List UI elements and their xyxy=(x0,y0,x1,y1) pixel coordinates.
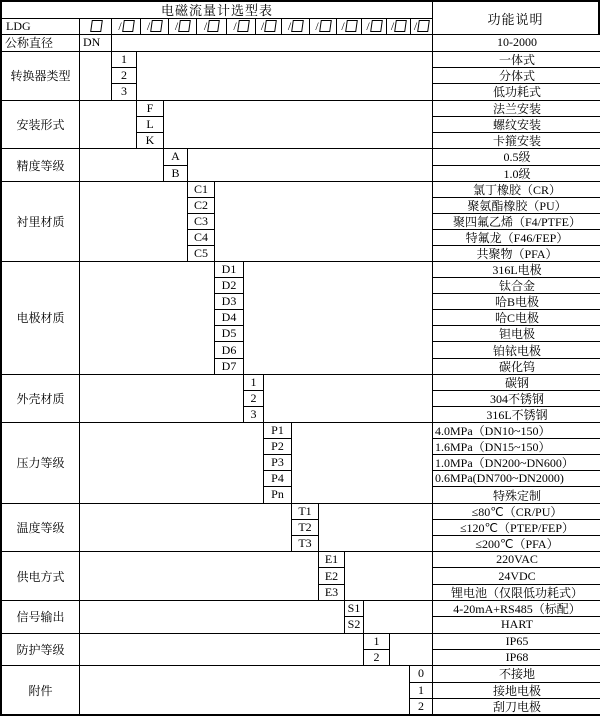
code-cell: E2 xyxy=(319,568,344,584)
code-cell: C3 xyxy=(188,214,214,230)
description-cell: 316L电极 xyxy=(433,262,600,278)
table-body xyxy=(2,35,598,714)
code-cell: 3 xyxy=(250,407,257,422)
model-slot-cell: / xyxy=(337,19,362,35)
checkbox-placeholder-icon xyxy=(319,20,332,32)
description-cell: ≤200℃（PFA） xyxy=(475,537,559,552)
code-cell: 2 xyxy=(244,391,263,407)
category-label: 衬里材质 xyxy=(2,182,80,261)
checkbox-placeholder-icon xyxy=(291,20,304,32)
description-cell: 铂铱电极 xyxy=(433,342,600,358)
code-cell: 1 xyxy=(410,683,432,699)
description-cell: 特氟龙（F46/FEP） xyxy=(433,230,600,246)
code-cell: 3 xyxy=(121,84,127,99)
code-column xyxy=(188,182,215,261)
left-gap xyxy=(80,504,292,552)
left-gap xyxy=(80,601,345,633)
left-gap xyxy=(80,101,137,149)
description-column xyxy=(432,552,600,600)
description-cell: 钛合金 xyxy=(433,278,600,294)
description-cell: ≤120℃（PTEP/FEP） xyxy=(433,520,600,536)
page-title: 电磁流量计选型表 xyxy=(2,2,432,19)
category-label: 压力等级 xyxy=(2,423,80,502)
description-cell: 碳钢 xyxy=(433,375,600,391)
checkbox-placeholder-icon xyxy=(207,20,220,32)
category-group xyxy=(2,149,598,182)
description-column xyxy=(432,35,600,51)
category-group xyxy=(2,504,598,553)
code-cell: Pn xyxy=(271,487,284,502)
category-group xyxy=(2,601,598,634)
description-cell: 304不锈钢 xyxy=(433,391,600,407)
model-slot-cell: / xyxy=(310,19,337,35)
code-cell: T1 xyxy=(292,504,318,520)
code-column xyxy=(164,149,188,181)
code-column xyxy=(264,423,292,502)
description-cell: 1.0MPa（DN200~DN600） xyxy=(433,455,600,471)
code-cell: 2 xyxy=(418,698,424,713)
category-group xyxy=(2,52,598,101)
code-cell: D6 xyxy=(215,342,243,358)
description-column xyxy=(432,375,600,423)
code-cell: P1 xyxy=(264,423,291,439)
code-cell: 0 xyxy=(410,666,432,682)
description-cell: 哈B电极 xyxy=(433,294,600,310)
description-cell: 10-2000 xyxy=(497,35,537,50)
code-cell: C2 xyxy=(188,198,214,214)
code-cell: P3 xyxy=(264,455,291,471)
code-cell: E1 xyxy=(319,552,344,568)
category-label: 温度等级 xyxy=(2,504,80,552)
code-cell: 1 xyxy=(244,375,263,391)
code-column xyxy=(244,375,264,423)
category-group xyxy=(2,101,598,150)
model-slot-cell: / xyxy=(387,19,411,35)
model-slot-cell: / xyxy=(227,19,256,35)
category-group xyxy=(2,375,598,424)
description-cell: 一体式 xyxy=(433,52,600,68)
checkbox-placeholder-icon xyxy=(178,20,191,32)
category-group xyxy=(2,666,598,714)
code-cell: D4 xyxy=(215,310,243,326)
code-cell: D3 xyxy=(215,294,243,310)
description-cell: 316L不锈钢 xyxy=(486,408,548,423)
code-cell: F xyxy=(137,101,163,117)
category-group xyxy=(2,35,598,52)
code-cell: 2 xyxy=(373,650,380,665)
model-slot-cell: / xyxy=(411,19,432,35)
model-slot-cell: / xyxy=(141,19,169,35)
description-cell: 卡箍安装 xyxy=(492,134,541,149)
description-cell: 锂电池（仅限低功耗式） xyxy=(450,585,583,600)
description-cell: 碳化钨 xyxy=(498,359,535,374)
left-gap xyxy=(80,666,410,714)
description-cell: 0.5级 xyxy=(433,149,600,165)
left-gap xyxy=(80,375,244,423)
code-cell: L xyxy=(137,117,163,133)
category-group xyxy=(2,423,598,503)
code-cell: 1 xyxy=(112,52,136,68)
description-cell: 共聚物（PFA） xyxy=(476,247,558,262)
model-slot-cell: / xyxy=(169,19,197,35)
code-cell: S1 xyxy=(345,601,363,617)
description-column xyxy=(432,52,600,100)
checkbox-placeholder-icon xyxy=(370,20,383,32)
description-cell: 聚氨酯橡胶（PU） xyxy=(433,198,600,214)
description-cell: 不接地 xyxy=(433,666,600,682)
description-cell: 特殊定制 xyxy=(492,488,541,503)
code-column xyxy=(319,552,345,600)
model-prefix: LDG xyxy=(2,19,80,35)
category-label: 外壳材质 xyxy=(2,375,80,423)
category-label: 转换器类型 xyxy=(2,52,80,100)
left-gap xyxy=(80,52,112,100)
description-cell: 0.6MPa(DN700~DN2000) xyxy=(433,471,600,487)
table-header-region xyxy=(2,2,598,35)
left-gap xyxy=(80,634,364,666)
model-box-cell xyxy=(80,19,112,35)
description-column xyxy=(432,423,600,502)
description-cell: IP68 xyxy=(505,650,529,665)
description-column xyxy=(432,504,600,552)
description-cell: IP65 xyxy=(433,634,600,650)
code-cell: D1 xyxy=(215,262,243,278)
description-cell: 接地电极 xyxy=(433,683,600,699)
category-group xyxy=(2,262,598,374)
category-label: 信号输出 xyxy=(2,601,80,633)
code-cell: S2 xyxy=(347,617,361,632)
code-column xyxy=(364,634,390,666)
code-column xyxy=(410,666,432,714)
left-gap xyxy=(80,149,164,181)
model-slot-cell: / xyxy=(112,19,141,35)
description-cell: 4-20mA+RS485（标配） xyxy=(433,601,600,617)
code-cell: K xyxy=(145,133,155,148)
model-slot-cell: / xyxy=(256,19,282,35)
description-cell: 刮刀电极 xyxy=(492,699,541,714)
model-code-row xyxy=(2,19,432,35)
code-cell: C4 xyxy=(188,230,214,246)
category-label: 精度等级 xyxy=(2,149,80,181)
code-cell: DN xyxy=(83,35,101,50)
description-cell: 钽电极 xyxy=(433,326,600,342)
checkbox-placeholder-icon xyxy=(264,20,277,32)
left-gap xyxy=(80,262,215,373)
description-cell: 聚四氟乙烯（F4/PTFE） xyxy=(433,214,600,230)
description-column xyxy=(432,666,600,714)
description-column xyxy=(432,634,600,666)
description-cell: HART xyxy=(501,617,533,632)
checkbox-placeholder-icon xyxy=(394,20,407,32)
code-cell: 2 xyxy=(112,68,136,84)
description-column xyxy=(432,601,600,633)
checkbox-placeholder-icon xyxy=(150,20,163,32)
category-label: 供电方式 xyxy=(2,552,80,600)
description-cell: 低功耗式 xyxy=(492,85,541,100)
category-label: 附件 xyxy=(2,666,80,714)
description-cell: 法兰安装 xyxy=(433,101,600,117)
code-column xyxy=(80,35,112,51)
code-cell: A xyxy=(164,149,187,165)
category-label: 公称直径 xyxy=(2,35,80,51)
category-group xyxy=(2,552,598,601)
description-column xyxy=(432,101,600,149)
left-gap xyxy=(80,182,188,261)
left-gap xyxy=(80,552,319,600)
code-column xyxy=(112,52,137,100)
category-label: 电极材质 xyxy=(2,262,80,373)
code-column xyxy=(345,601,364,633)
checkbox-placeholder-icon xyxy=(237,20,250,32)
model-slot-cell: / xyxy=(282,19,310,35)
description-cell: 1.0级 xyxy=(503,166,531,181)
code-cell: D2 xyxy=(215,278,243,294)
description-column xyxy=(432,149,600,181)
checkbox-placeholder-icon xyxy=(417,20,430,32)
code-cell: C1 xyxy=(188,182,214,198)
model-slot-cell: / xyxy=(362,19,387,35)
header-left-block xyxy=(2,2,433,34)
description-cell: 1.6MPa（DN15~150） xyxy=(433,439,600,455)
category-group xyxy=(2,182,598,262)
code-cell: 1 xyxy=(364,634,389,650)
description-cell: 4.0MPa（DN10~150） xyxy=(433,423,600,439)
category-label: 防护等级 xyxy=(2,634,80,666)
checkbox-placeholder-icon xyxy=(345,20,358,32)
function-column-header: 功能说明 xyxy=(487,11,544,27)
description-cell: 220VAC xyxy=(433,552,600,568)
code-cell: T2 xyxy=(292,520,318,536)
description-column xyxy=(432,182,600,261)
code-cell: B xyxy=(171,165,180,180)
description-cell: 氯丁橡胶（CR） xyxy=(433,182,600,198)
checkbox-placeholder-icon xyxy=(90,20,103,32)
description-column xyxy=(432,262,600,373)
code-column xyxy=(215,262,244,373)
code-column xyxy=(292,504,319,552)
description-cell: 螺纹安装 xyxy=(433,117,600,133)
description-cell: 哈C电极 xyxy=(433,310,600,326)
code-cell: E3 xyxy=(324,584,339,599)
code-cell: P2 xyxy=(264,439,291,455)
checkbox-placeholder-icon xyxy=(122,20,135,32)
code-cell: C5 xyxy=(193,246,208,261)
description-cell: 分体式 xyxy=(433,68,600,84)
category-group xyxy=(2,634,598,667)
code-cell: T3 xyxy=(298,536,312,551)
model-slot-cell: / xyxy=(197,19,227,35)
description-cell: 24VDC xyxy=(433,568,600,584)
category-label: 安装形式 xyxy=(2,101,80,149)
code-column xyxy=(137,101,164,149)
code-cell: P4 xyxy=(264,471,291,487)
code-cell: D5 xyxy=(215,326,243,342)
code-cell: D7 xyxy=(221,358,237,373)
left-gap xyxy=(80,423,264,502)
description-cell: ≤80℃（CR/PU） xyxy=(433,504,600,520)
